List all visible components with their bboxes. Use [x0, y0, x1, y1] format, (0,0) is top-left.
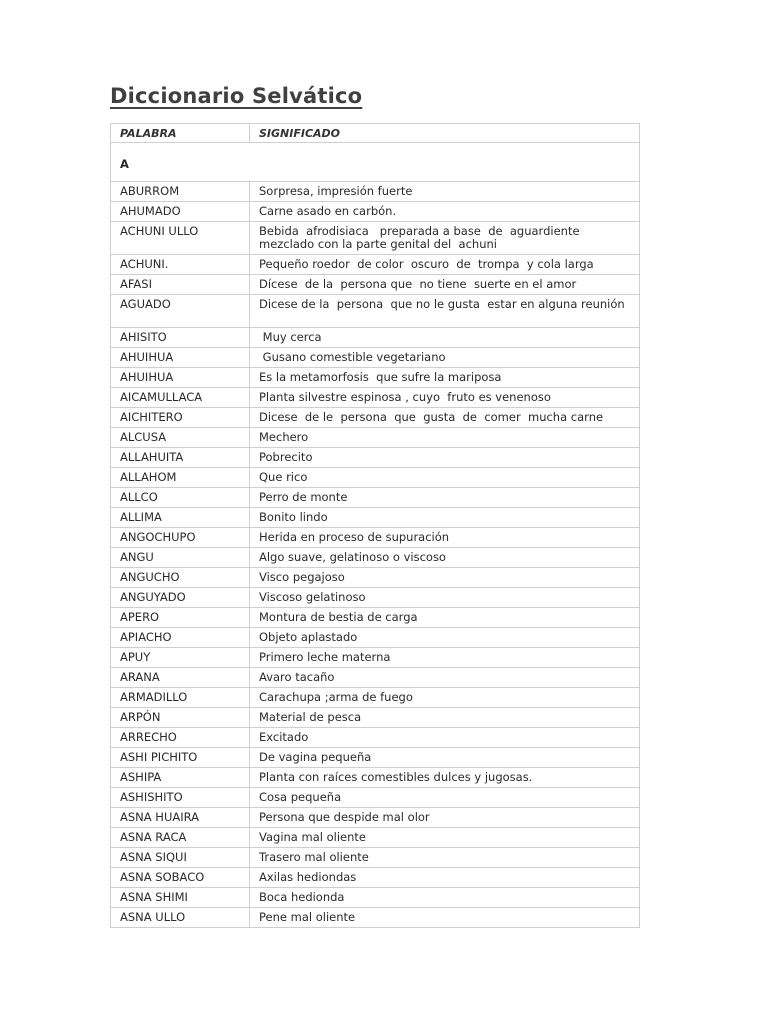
meaning-cell: Axilas hediondas — [250, 868, 640, 888]
word-cell: AHUIHUA — [111, 348, 250, 368]
word-cell: AHUIHUA — [111, 368, 250, 388]
table-row — [111, 182, 640, 202]
table-row — [111, 828, 640, 848]
meaning-cell: Carachupa ;arma de fuego — [250, 688, 640, 708]
word-cell: ALLAHUITA — [111, 448, 250, 468]
table-header-row — [111, 124, 640, 143]
word-cell: ALLIMA — [111, 508, 250, 528]
meaning-cell: Mechero — [250, 428, 640, 448]
column-header-meaning: SIGNIFICADO — [250, 124, 640, 143]
table-row — [111, 408, 640, 428]
meaning-cell: Sorpresa, impresión fuerte — [250, 182, 640, 202]
word-cell: ASNA HUAIRA — [111, 808, 250, 828]
word-cell: ARANA — [111, 668, 250, 688]
word-cell: ALCUSA — [111, 428, 250, 448]
word-cell: ANGOCHUPO — [111, 528, 250, 548]
word-cell: AICHITERO — [111, 408, 250, 428]
meaning-cell: Perro de monte — [250, 488, 640, 508]
meaning-cell: Cosa pequeña — [250, 788, 640, 808]
meaning-cell: Planta con raíces comestibles dulces y jugosas. — [250, 768, 640, 788]
table-row — [111, 728, 640, 748]
word-cell: ANGUYADO — [111, 588, 250, 608]
word-cell: ASNA ULLO — [111, 908, 250, 928]
word-cell: ASHIPA — [111, 768, 250, 788]
meaning-cell: Vagina mal oliente — [250, 828, 640, 848]
meaning-cell: Objeto aplastado — [250, 628, 640, 648]
table-row — [111, 528, 640, 548]
word-cell: ALLCO — [111, 488, 250, 508]
table-row — [111, 368, 640, 388]
meaning-cell: Bebida afrodisiaca preparada a base de aguardiente mezclado con la parte genital del achuni — [250, 222, 640, 255]
table-row — [111, 708, 640, 728]
meaning-cell: Dícese de la persona que no tiene suerte en el amor — [250, 275, 640, 295]
word-cell: ASNA SOBACO — [111, 868, 250, 888]
table-row — [111, 768, 640, 788]
word-cell: APERO — [111, 608, 250, 628]
dictionary-table — [110, 123, 640, 928]
word-cell: AFASI — [111, 275, 250, 295]
table-row — [111, 388, 640, 408]
word-cell: ALLAHOM — [111, 468, 250, 488]
table-row — [111, 668, 640, 688]
table-row — [111, 508, 640, 528]
page-title: Diccionario Selvático — [110, 84, 363, 108]
word-cell: ASNA SIQUI — [111, 848, 250, 868]
word-cell: ARPÓN — [111, 708, 250, 728]
table-row — [111, 428, 640, 448]
meaning-cell: Planta silvestre espinosa , cuyo fruto es venenoso — [250, 388, 640, 408]
meaning-cell: Algo suave, gelatinoso o viscoso — [250, 548, 640, 568]
meaning-cell: Material de pesca — [250, 708, 640, 728]
table-row — [111, 202, 640, 222]
section-letter-row — [111, 143, 640, 182]
meaning-cell: Dicese de le persona que gusta de comer mucha carne — [250, 408, 640, 428]
table-row — [111, 888, 640, 908]
word-cell: ASNA SHIMI — [111, 888, 250, 908]
table-row — [111, 808, 640, 828]
word-cell: ANGUCHO — [111, 568, 250, 588]
word-cell: AHISITO — [111, 328, 250, 348]
table-row — [111, 588, 640, 608]
word-cell: ASHISHITO — [111, 788, 250, 808]
table-row — [111, 448, 640, 468]
word-cell: AGUADO — [111, 295, 250, 328]
table-row — [111, 648, 640, 668]
table-row — [111, 568, 640, 588]
table-row — [111, 275, 640, 295]
word-cell: AHUMADO — [111, 202, 250, 222]
word-cell: ANGU — [111, 548, 250, 568]
meaning-cell: Muy cerca — [250, 328, 640, 348]
meaning-cell: Boca hedionda — [250, 888, 640, 908]
table-row — [111, 295, 640, 328]
word-cell: ABURROM — [111, 182, 250, 202]
word-cell: APIACHO — [111, 628, 250, 648]
table-row — [111, 488, 640, 508]
table-row — [111, 848, 640, 868]
word-cell: APUY — [111, 648, 250, 668]
meaning-cell: Pobrecito — [250, 448, 640, 468]
word-cell: ACHUNI ULLO — [111, 222, 250, 255]
meaning-cell: Bonito lindo — [250, 508, 640, 528]
meaning-cell: De vagina pequeña — [250, 748, 640, 768]
meaning-cell: Carne asado en carbón. — [250, 202, 640, 222]
meaning-cell: Es la metamorfosis que sufre la mariposa — [250, 368, 640, 388]
table-row — [111, 255, 640, 275]
meaning-cell: Montura de bestia de carga — [250, 608, 640, 628]
table-row — [111, 548, 640, 568]
word-cell: ASNA RACA — [111, 828, 250, 848]
word-cell: ASHI PICHITO — [111, 748, 250, 768]
word-cell: ARRECHO — [111, 728, 250, 748]
meaning-cell: Avaro tacaño — [250, 668, 640, 688]
meaning-cell: Viscoso gelatinoso — [250, 588, 640, 608]
meaning-cell: Herida en proceso de supuración — [250, 528, 640, 548]
word-cell: ACHUNI. — [111, 255, 250, 275]
table-row — [111, 608, 640, 628]
table-row — [111, 348, 640, 368]
table-row — [111, 628, 640, 648]
meaning-cell: Trasero mal oliente — [250, 848, 640, 868]
table-row — [111, 468, 640, 488]
table-row — [111, 788, 640, 808]
meaning-cell: Visco pegajoso — [250, 568, 640, 588]
meaning-cell: Persona que despide mal olor — [250, 808, 640, 828]
table-row — [111, 328, 640, 348]
section-letter: A — [111, 143, 640, 182]
meaning-cell: Que rico — [250, 468, 640, 488]
word-cell: ARMADILLO — [111, 688, 250, 708]
meaning-cell: Dicese de la persona que no le gusta estar en alguna reunión — [250, 295, 640, 328]
meaning-cell: Gusano comestible vegetariano — [250, 348, 640, 368]
table-row — [111, 688, 640, 708]
meaning-cell: Excitado — [250, 728, 640, 748]
table-row — [111, 868, 640, 888]
table-row — [111, 222, 640, 255]
word-cell: AICAMULLACA — [111, 388, 250, 408]
table-row — [111, 908, 640, 928]
meaning-cell: Primero leche materna — [250, 648, 640, 668]
meaning-cell: Pene mal oliente — [250, 908, 640, 928]
meaning-cell: Pequeño roedor de color oscuro de trompa y cola larga — [250, 255, 640, 275]
column-header-word: PALABRA — [111, 124, 250, 143]
table-row — [111, 748, 640, 768]
